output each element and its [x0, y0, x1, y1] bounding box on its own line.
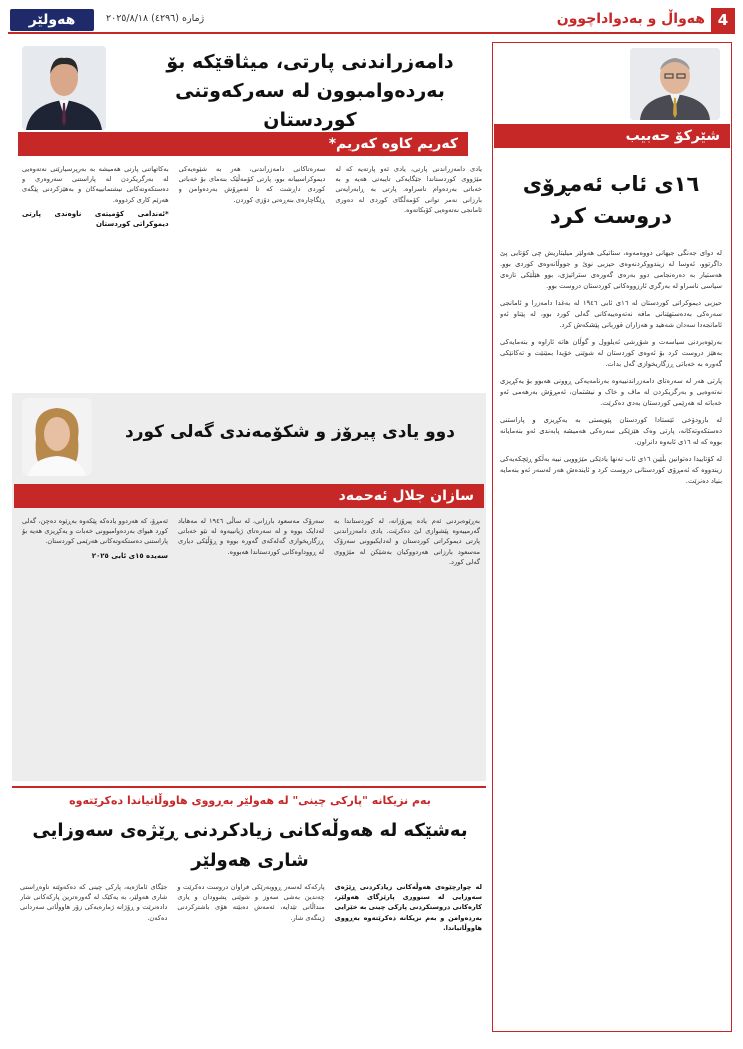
- mid-article-title: دوو یادی پیرۆز و شکۆمەندی گەلی کورد: [125, 422, 455, 442]
- right-paragraph: لە دوای جەنگی جیهانی دووەمەوە، ستاتیکی هەولێر میلیتاریش چی کۆتایی پێ داگرتوو، ئەوسا لە زیندووکردنەوەی حیزبی نوێ و جووڵانەوەی کوردی بوو. هەستیار بە دەرەنجامی دوو بەرەی گەورەی ستراتیژی، بوو هێڵێکی تازەی سیاسی ناسراو لە بەرگری ئارزووەکانی کوردستان دروست بوو.: [500, 249, 722, 290]
- portrait-icon: [630, 48, 720, 120]
- bottom-divider: [12, 786, 486, 788]
- portrait-icon: [22, 46, 106, 130]
- portrait-icon: [22, 398, 92, 476]
- author-photo-right: [630, 48, 720, 120]
- mid-article-signature: سەیدە ١٥ی ئابی ٢٠٢٥: [91, 551, 168, 560]
- right-title-line2: دروست کرد: [549, 204, 673, 228]
- right-paragraph: بەرێوەبردنی سیاسەت و شۆڕشی ئەیلوول و گوڵان هاتە ئاراوە و بنەمایەکی بەهێز دروست کرد بۆ ئەوەی کوردستان لە شوێنی خۆیدا بمێنێت و تەکانێکی گەورە بە خەباتی ڕزگاریخوازی گەل بدات.: [500, 338, 722, 368]
- right-paragraph: پارتی هەر لە سەرەتای دامەزراندنییەوە بەرنامەیەکی ڕوونی هەبوو بۆ یەکڕیزی نەتەوەیی و بەرگریکردن لە ماف و خاک و نیشتمان، ئەمڕۆش بەرهەمی ئەو خەباتە لە هەرێمی کوردستان بەدی دەکرێت.: [500, 377, 722, 407]
- top-title-line2: بەردەوامبوون لە سەرکەوتنی کوردستان: [175, 80, 445, 131]
- top-article-signature: *ئەندامی کۆمیتەی ناوەندی پارتی دیموکراتی کوردستان: [21, 209, 169, 229]
- bottom-column-2: پارکەکە لەسەر ڕووبەرێکی فراوان دروست دەکرێت و چەندین بەشی سەوز و شوێنی پشوودان و یاری منداڵانی تێدایە، ئەمەش دەبێتە هۆی باشترکردنی ژینگەی شار.: [177, 883, 325, 922]
- right-article-body: [500, 248, 722, 1028]
- bottom-title-line2: شاری هەولێر: [191, 850, 309, 871]
- bottom-column-3: جێگای ئاماژەیە، پارکی چینی کە دەکەوێتە ناوەڕاستی شاری هەولێر، بە یەکێک لە گەورەترین پارکەکانی شار دادەنرێت و ڕۆژانە ژمارەیەکی زۆر هاووڵاتی سەردانی دەکەن.: [20, 883, 168, 922]
- issue-info: ژمارە (٤٢٩٦) ٢٠٢٥/٨/١٨: [106, 13, 205, 24]
- bottom-article-title: [20, 816, 480, 876]
- bottom-article-body: [20, 882, 482, 1032]
- right-title-line1: ١٦ی ئاب ئەمڕۆی: [522, 172, 700, 196]
- newspaper-logo: هەولێر: [10, 9, 94, 31]
- author-name-mid: سازان جلال ئەحمەد: [14, 484, 484, 508]
- mid-article-body: [22, 516, 480, 774]
- top-column-1: یادی دامەزراندنی پارتی، یادی ئەو پارتەیە کە لە مێژووی کوردستاندا جێگایەکی تایبەتی هەیە و بە خەباتی بەردەوام ناسراوە. پارتی بە ڕابەرایەتی بارزانی نەمر توانی کۆمەڵگای کوردی لە دەوری ئامانجی نەتەوەیی کۆبکاتەوە.: [335, 165, 482, 214]
- mid-column-3-text: ئەمڕۆ، کە هەردوو یادەکە پێکەوە بەڕێوە دەچن، گەلی کورد هیوای بەردەوامبوونی خەبات و یەکڕیزی هەیە بۆ پاراستنی دەستکەوتەکانی هەرێمی کوردستان.: [22, 517, 168, 546]
- mid-column-2: سەرۆک مەسعود بارزانی، لە ساڵی ١٩٤٦ لە مەهاباد لەدایک بووە و لە سەرەتای ژیانییەوە لە نێو خەباتی ڕزگاریخوازی گەلەکەی گەورە بووە و ڕۆڵێکی دیاری لە ڕووداوەکانی کوردستاندا هەبووە.: [178, 517, 324, 556]
- top-title-line1: دامەزراندنی پارتی، میثاقێکە بۆ: [166, 51, 454, 73]
- top-article-body: [22, 164, 482, 382]
- right-paragraph: لە کۆتاییدا دەتوانین بڵێین ١٦ی ئاب تەنها یادێکی مێژوویی نییە بەڵکو ڕێچکەیەکی زیندووە کە ئەمڕۆی کوردستانی دروست کرد و ئایندەش هەر لەسەر ئەو بنەمایە بنیاد دەنرێت.: [500, 455, 722, 485]
- page-number: 4: [711, 8, 735, 32]
- bottom-title-line1: بەشێکە لە هەوڵەکانی زیادکردنی ڕێژەی سەوزایی: [32, 820, 468, 841]
- mid-column-1: بەڕێوەبردنی ئەم یادە پیرۆزانە، لە کوردستاندا بە گەرمییەوە پێشوازی لێ دەکرێت. یادی دامەزراندنی پارتی دیموکراتی کوردستان و لەدایکبوونی سەرۆک مەسعود بارزانی هەردووکیان بەشێکن لە مێژووی گەلی کورد.: [334, 517, 480, 566]
- author-name-top: کەریم کاوە کەریم*: [18, 132, 468, 156]
- bottom-article-kicker: بەم نزیکانە "پارکی چینی" لە هەولێر بەڕووی هاووڵاتیاندا دەکرێتەوە: [69, 794, 431, 807]
- bottom-column-1: لە چوارچێوەی هەوڵەکانی زیادکردنی ڕێژەی سەوزایی لە سنووری پارێزگای هەولێر، کارەکانی دروستکردنی پارکی چینی بە خێرایی بەردەوامن و بەم نزیکانە دەکرێتەوە بەڕووی هاووڵاتیاندا.: [334, 883, 482, 932]
- section-title: هەواڵ و بەدواداچوون: [556, 11, 705, 27]
- author-photo-mid: [22, 398, 92, 476]
- author-photo-top: [22, 46, 106, 130]
- right-paragraph: لە بارودۆخی ئێستادا کوردستان پێویستی بە یەکڕیزی و پاراستنی دەستکەوتەکانە، پارتی وەک هێزێکی سەرەکی هەمیشە پابەندی ئەو بنەمایانە بووە کە لە ١٦ی ئابەوە دانراون.: [500, 416, 722, 446]
- masthead: [8, 8, 735, 34]
- right-article-title: [500, 168, 722, 232]
- top-column-3-text: بەکاتهاتنی پارتی هەمیشە بە بەرپرسیارێتی نەتەوەیی لە بەرگریکردن لە پاراستنی سەروەری و دەستکەوتەکانی نیشتمانییەکان و بەهێزکردنی پێگەی هەرێم کاری کردووە.: [21, 165, 169, 204]
- top-article-title: [140, 48, 480, 135]
- right-paragraph: حیزبی دیموکراتی کوردستان لە ١٦ی ئابی ١٩٤٦ لە بەغدا دامەزرا و ئامانجی سەرەکی بەدەستهێنانی مافە نەتەوەییەکانی گەلی کورد بوو، لە پێناو ئەو ئامانجەدا سەدان شەهید و هەزاران قوربانی پێشکەش کرد.: [500, 299, 722, 329]
- top-column-3: [22, 164, 169, 382]
- author-name-right: شێرکۆ حەبیب: [494, 124, 730, 148]
- mid-column-3: [22, 516, 168, 774]
- top-column-2: سەرەتاکانی دامەزراندنی، هەر بە شێوەیەکی دیموکراسییانە بوو، پارتی کۆمەڵێک بنەمای بۆ خەباتی کوردی داڕشت کە تا ئەمڕۆش بەردەوامن و ڕێگاچارەی بنەڕەتی دۆزی کوردن.: [178, 165, 326, 204]
